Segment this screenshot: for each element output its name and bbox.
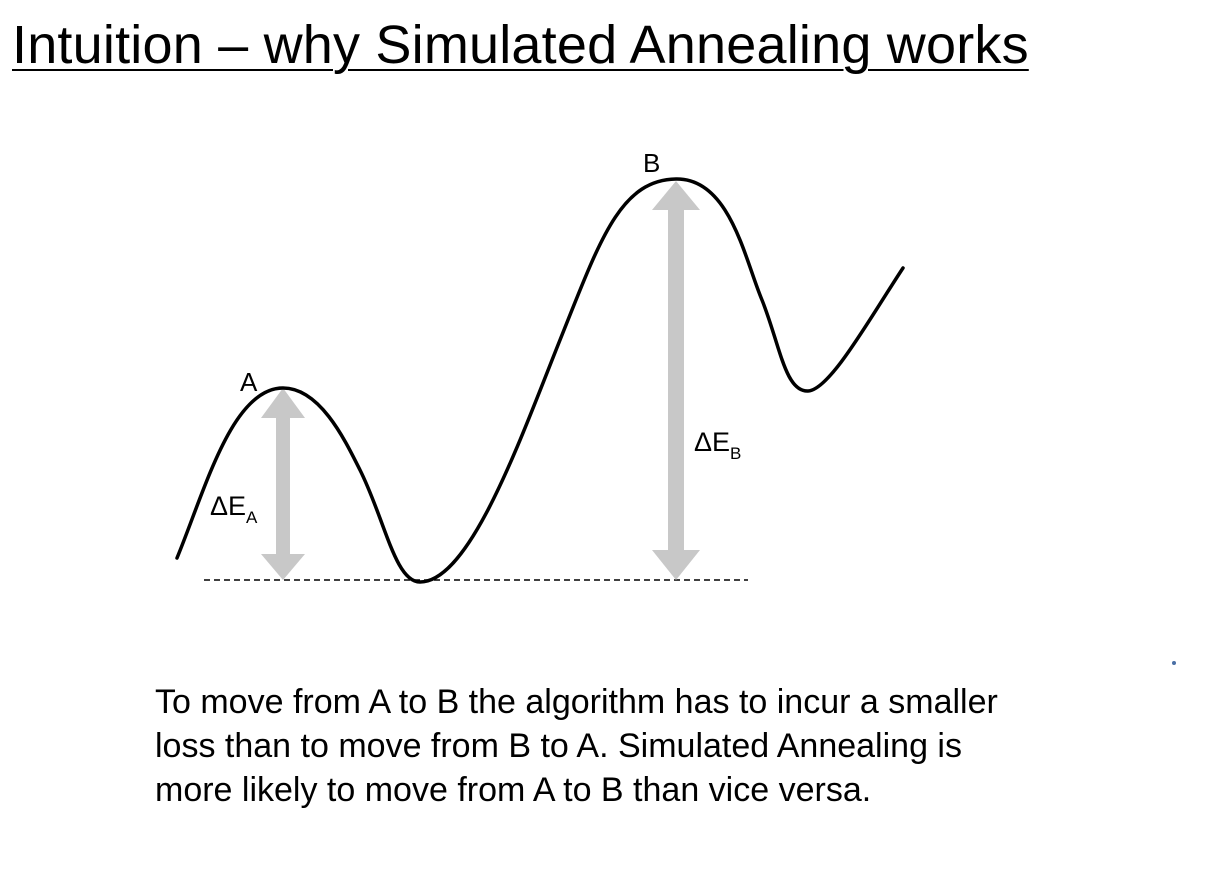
delta-e-a-symbol: ΔE [210,491,247,521]
delta-e-b-subscript: B [730,444,742,463]
caption-text [155,680,1115,812]
caption-line-1: To move from A to B the algorithm has to incur a smaller [155,683,998,721]
peak-a-label: A [240,367,258,397]
caption-line-2: loss than to move from B to A. Simulated Annealing is [155,727,962,765]
delta-e-a-subscript: A [246,508,258,527]
stray-dot [1172,661,1176,665]
delta-e-b-label [694,427,741,463]
slide-title: Intuition – why Simulated Annealing works [12,15,1029,75]
peak-b-label: B [643,148,661,178]
delta-e-b-arrow [652,181,700,580]
caption-line-3: more likely to move from A to B than vice versa. [155,771,872,809]
delta-e-a-label [210,491,258,527]
delta-e-a-arrow [261,388,305,580]
delta-e-b-symbol: ΔE [694,427,731,457]
